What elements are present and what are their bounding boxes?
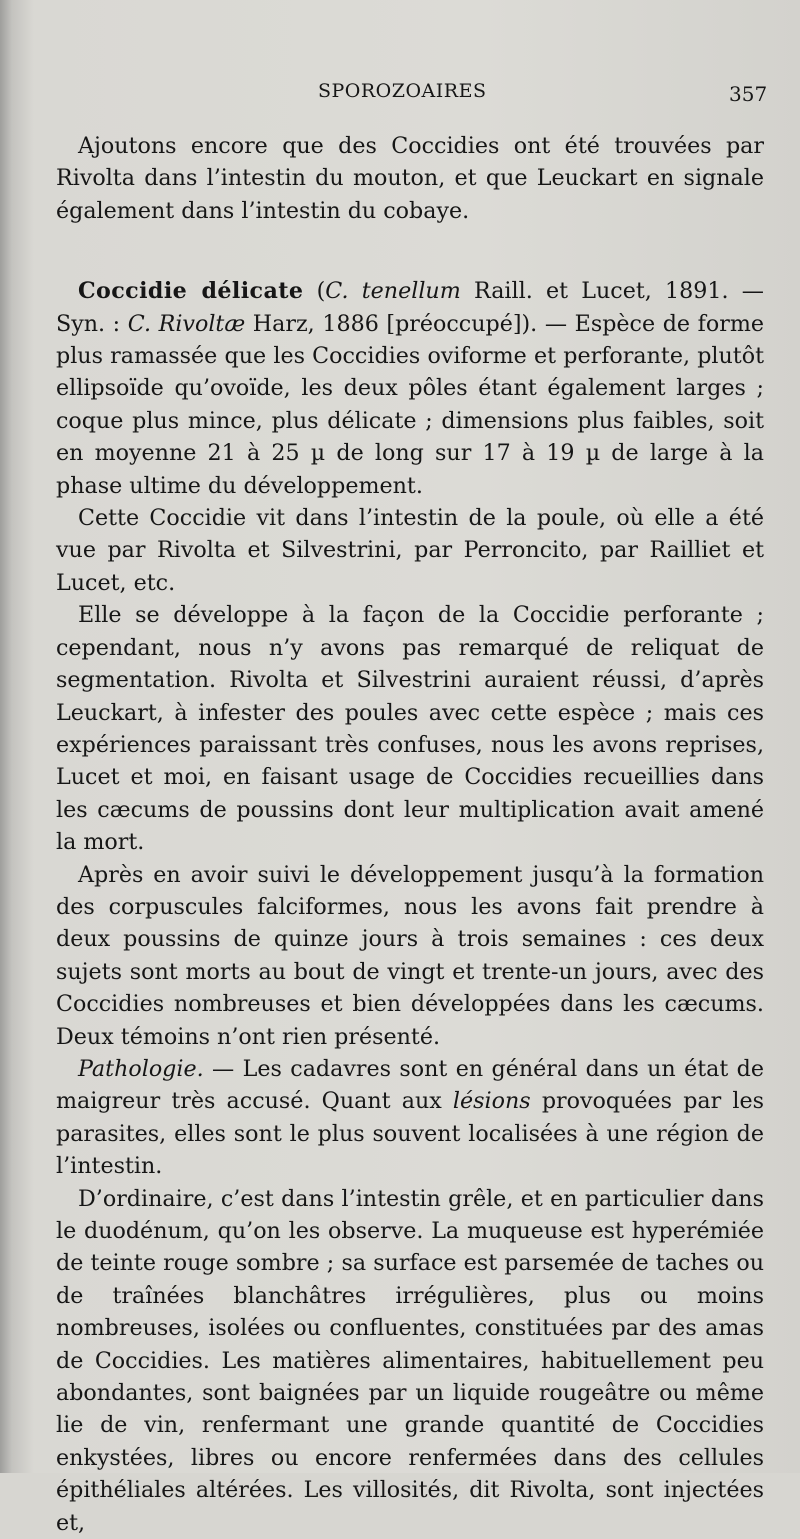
species-entry bbox=[56, 275, 764, 502]
intro-paragraph: Ajoutons encore que des Coccidies ont été trouvées par Rivolta dans l’intestin du mouton, et que Leuckart en signale également dans l’intestin du cobaye. bbox=[56, 133, 764, 224]
pathology-text-b: provoquées par les parasites, elles sont le plus souvent localisées à une région de l’intestin. bbox=[56, 1088, 764, 1180]
page-header bbox=[0, 80, 800, 110]
pathology-label: Pathologie. bbox=[78, 1055, 204, 1082]
paragraph-development: Elle se développe à la façon de la Coccidie perforante ; cependant, nous n’y avons pas remarqué de reliquat de segmentation. Rivolta et Silvestrini auraient réussi, d’après Leuckart, à infester des poules avec cette espèce ; mais ces expériences paraissant très confuses, nous les avons reprises, Lucet et moi, en faisant usage de Coccidies recueillies dans les cæcums de poussins dont leur multiplication avait amené la mort. bbox=[56, 602, 764, 856]
running-head: SPOROZOAIRES bbox=[318, 80, 487, 102]
body-text bbox=[56, 130, 764, 1539]
entry-heading: Coccidie délicate bbox=[78, 278, 304, 305]
pathology-text-a: — Les cadavres sont en général dans un état de maigreur très accusé. Quant aux bbox=[56, 1055, 764, 1115]
entry-open-paren: ( bbox=[303, 278, 326, 305]
synonym-name: C. Rivoltæ bbox=[127, 310, 246, 337]
paragraph-pathology bbox=[56, 1053, 764, 1183]
section-gap bbox=[56, 227, 764, 275]
entry-description: Harz, 1886 [préoccupé]). — Espèce de forme plus ramassée que les Coccidies oviforme et perforante, plutôt ellipsoïde qu’ovoïde, les deux pôles étant également larges ; coque plus mince, plus délicate ; dimensions plus faibles, soit en moyenne 21 à 25 µ de long sur 17 à 19 µ de large à la phase ultime du développement. bbox=[56, 310, 764, 499]
page-number: 357 bbox=[729, 82, 768, 106]
entry-authority: Raill. et Lucet, 1891. — Syn. : bbox=[56, 278, 764, 337]
paragraph-experiment: Après en avoir suivi le développement jusqu’à la formation des corpuscules falciformes, nous les avons fait prendre à deux poussins de quinze jours à trois semaines : ces deux sujets sont morts au bout de vingt et trente-un jours, avec des Coccidies nombreuses et bien développées dans les cæcums. Deux témoins n’ont rien présenté. bbox=[56, 861, 764, 1050]
lesions-term: lésions bbox=[452, 1088, 531, 1115]
paragraph-duodenum: D’ordinaire, c’est dans l’intestin grêle, et en particulier dans le duodénum, qu’on les observe. La muqueuse est hyperémiée de teinte rouge sombre ; sa surface est parsemée de taches ou de traînées blanchâtres irrégulières, plus ou moins nombreuses, isolées ou confluentes, constituées par des amas de Coccidies. Les matières alimentaires, habituellement peu abondantes, sont baignées par un liquide rougeâtre ou même lie de vin, renfermant une grande quantité de Coccidies enkystées, libres ou encore renfermées dans des cellules épithéliales altérées. Les villosités, dit Rivolta, sont injectées et, bbox=[56, 1185, 764, 1536]
paragraph-host: Cette Coccidie vit dans l’intestin de la poule, où elle a été vue par Rivolta et Silvestrini, par Perroncito, par Railliet et Lucet, etc. bbox=[56, 505, 764, 596]
species-name: C. tenellum bbox=[325, 278, 461, 305]
